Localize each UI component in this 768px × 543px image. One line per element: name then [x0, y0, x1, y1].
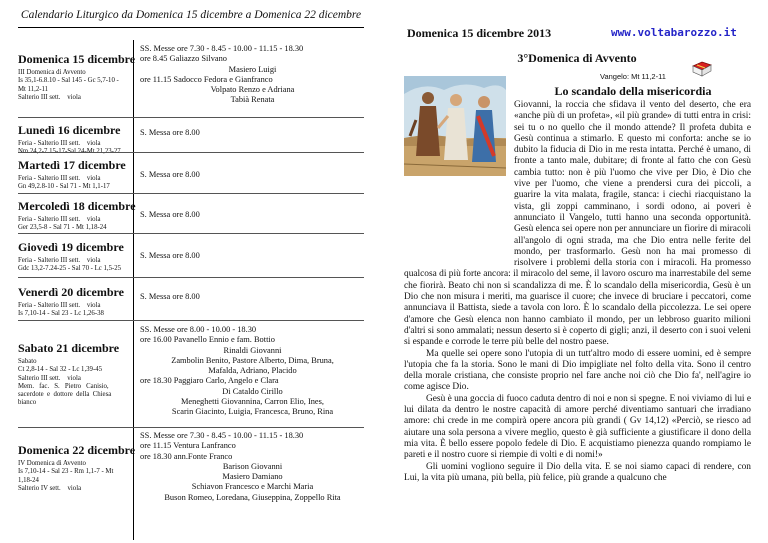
mass-line: ore 11.15 Ventura Lanfranco — [140, 441, 236, 451]
day-entry — [18, 158, 132, 192]
liturgy-line: Ger 23,5-8 - Sal 71 - Mt 1,18-24 — [18, 224, 107, 232]
mass-line: Meneghetti Giovannina, Carron Elio, Ines, — [180, 397, 325, 407]
mass-line: SS. Messe ore 8.00 - 10.00 - 18.30 — [140, 325, 257, 334]
mass-line: Buson Romeo, Loredana, Giuseppina, Zoppello Rita — [164, 492, 341, 502]
liturgy-line: Feria - Salterio III sett. viola — [18, 302, 101, 309]
day-liturgy-info — [18, 358, 132, 408]
mass-schedule — [140, 251, 365, 261]
liturgy-line: Feria - Salterio III sett. viola — [18, 175, 101, 182]
day-entry — [18, 285, 132, 319]
mass-schedule — [140, 210, 365, 220]
day-liturgy-info — [18, 460, 132, 493]
liturgy-line: Is 35,1-6.8.10 - Sal 145 - Gc 5,7-10 - — [18, 77, 119, 85]
liturgy-line: IV Domenica di Avvento — [18, 460, 86, 467]
day-separator — [18, 193, 364, 194]
day-entry — [18, 240, 132, 274]
bible-book-icon — [691, 60, 713, 78]
day-entry — [18, 52, 136, 102]
day-name: Domenica 15 dicembre — [18, 52, 136, 66]
mass-schedule — [140, 170, 365, 180]
day-separator — [18, 427, 364, 428]
liturgy-line: Mem. fac. S. Pietro Canisio, — [18, 382, 109, 390]
article-paragraph: Ma quelle sei opere sono l'utopia di un tutt'altro modo di essere uomini, ed è sempre l'utopia che fa la storia. Sono le mani di Dio impigliate nel folto della vita. Sono il centro della morale cristiana, che consiste proprio nel fare anche noi ciò che Dio fa', nell'agire io come agisce Dio. — [404, 348, 751, 393]
liturgy-line: Is 7,10-14 - Sal 23 - Rm 1,1-7 - Mt — [18, 468, 114, 476]
liturgy-line: Gn 49,2.8-10 - Sal 71 - Mt 1,1-17 — [18, 183, 110, 191]
mass-line: Mafalda, Adriano, Placido — [208, 366, 297, 376]
day-separator — [18, 320, 364, 321]
liturgy-line: bianco — [18, 399, 37, 407]
mass-line: Masiero Luigi — [228, 64, 277, 74]
liturgy-line: 1,18-24 — [18, 476, 39, 484]
mass-line: S. Messa ore 8.00 — [140, 170, 200, 179]
mass-line: Masiero Damiano — [222, 472, 283, 482]
website-link[interactable]: www.voltabarozzo.it — [611, 26, 737, 39]
mass-line: S. Messa ore 8.00 — [140, 210, 200, 219]
article-paragraph: Gli uomini vogliono seguire il Dio della vita. E se noi siamo capaci di rendere, con Lui, la vita più umana, più bella, più felice, più grande a qualcuno che — [404, 461, 751, 483]
liturgy-line: Salterio III sett. viola — [18, 374, 81, 382]
mass-line: S. Messa ore 8.00 — [140, 128, 200, 137]
day-entry — [18, 199, 136, 233]
article-heading: Lo scandalo della misericordia — [554, 84, 712, 98]
day-liturgy-info — [18, 69, 132, 102]
day-liturgy-info — [18, 257, 132, 274]
liturgy-line: Nm 24,2-7.15-17-Sal 24-Mt 21,23-27 — [18, 148, 121, 156]
mass-line: ore 18.30 Paggiaro Carlo, Angelo e Clara — [140, 376, 279, 386]
mass-line: SS. Messe ore 7.30 - 8.45 - 10.00 - 11.15 - 18.30 — [140, 44, 304, 53]
mass-line: S. Messa ore 8.00 — [140, 292, 200, 301]
header-divider — [18, 27, 364, 28]
day-name: Sabato 21 dicembre — [18, 341, 120, 355]
mass-line: Scarin Giacinto, Luigia, Francesca, Bruno, Rina — [171, 407, 334, 417]
liturgy-line: Ct 2,8-14 - Sal 32 - Lc 1,39-45 — [18, 366, 103, 374]
day-name: Venerdì 20 dicembre — [18, 285, 124, 299]
day-separator — [18, 277, 364, 278]
mass-line: ore 16.00 Pavanello Ennio e fam. Bottio — [140, 335, 275, 345]
liturgy-line: Feria - Salterio III sett. viola — [18, 257, 101, 264]
bulletin-date: Domenica 15 dicembre 2013 — [407, 26, 552, 40]
day-name: Giovedì 19 dicembre — [18, 240, 124, 254]
article-paragraph: Gesù è una goccia di fuoco caduta dentro di noi e non si spegne. E noi viviamo di lui e lui dilata da dentro le nostre capacità di amore perché diventiamo santuari che irradiano amore: chi crede in me compirà opere ancora più grandi ( Gv 14,12) «Perciò, se riesco ad aiutare una sola persona a vivere meglio, questo è già sufficiente a giustificare il dono della mia vita. È bello essere popolo fedele di Dio. E acquistiamo pienezza quando rompiamo le pareti e il nostro cuore si riempie di volti e di nomi!» — [404, 393, 751, 461]
mass-schedule — [140, 325, 365, 418]
liturgy-line: Sabato — [18, 358, 37, 365]
article-paragraph: Giovanni, la roccia che sfidava il vento del deserto, che era «anche più di un profeta», «il più grande» di tutti entra in crisi: sei tu o no quello che il mondo attende? Il profeta dubita e Gesù continua a stimarlo. E questo mi conforta: anche se io dubito la fiducia di Dio in me resta intatta. Perché è umano, di fronte a tanto male, dubitare; di fronte al fatto che con Gesù cambia tutto: non è più l'uomo che vive per Dio, è Dio che vive per l'uomo, che viene a prendersi cura dei piccoli, a guarire la vita malata, fragile, stanca: i ciechi riacquistano la vista, gli zoppi camminano, i sordi odono, ai poveri è annunciato il Vangelo, tutti hanno una seconda opportunità. Gesù elenca sei opere non per annunciare un fiorire di miracoli all'angolo di ogni strada, ma che Dio entra nelle ferite del mondo, per trasformarlo. Gesù non ha mai promesso di risolvere i problemi della storia con i miracoli. Ha promesso qualcosa di più forte ancora: il miracolo del seme, il lavoro oscuro ma inarrestabile del seme che fiorirà. Beato chi non si scandalizza di me. È lo scandalo della misericordia, Gesù è un Dio che non misura i meriti, ma guarisce il cuore; che invece di bruciare i peccatori, come annunciava il Battista, siede a tavola con loro. È lo scandalo della piccolezza. Le sei opere d'amore che Gesù elenca non hanno cambiato il mondo, per un lebbroso guarito milioni d'altri si sono ammalati; nessun deserto si è coperto di gigli; anzi, il deserto con i suoi veleni si espande e corrode le terre più belle del nostro paese. — [404, 100, 751, 348]
gospel-reference: Vangelo: Mt 11,2-11 — [600, 72, 666, 81]
mass-line: Barison Giovanni — [222, 461, 283, 471]
liturgy-line: Feria - Salterio III sett. viola — [18, 140, 101, 147]
day-name: Lunedì 16 dicembre — [18, 123, 121, 137]
column-divider — [133, 40, 134, 540]
mass-schedule — [140, 431, 365, 503]
day-name: Mercoledì 18 dicembre — [18, 199, 136, 213]
mass-line: Rinaldi Giovanni — [223, 345, 282, 355]
liturgy-line: Feria - Salterio III sett. viola — [18, 216, 101, 223]
day-name: Martedì 17 dicembre — [18, 158, 126, 172]
liturgy-line: Mt 11,2-11 — [18, 85, 49, 93]
mass-schedule — [140, 128, 365, 138]
day-liturgy-info — [18, 140, 132, 157]
mass-line: Di Cataldo Cirillo — [222, 386, 283, 396]
mass-line: ore 11.15 Sadocco Fedora e Gianfranco — [140, 74, 273, 84]
liturgy-line: Salterio III sett. viola — [18, 93, 81, 101]
liturgy-line: Is 7,10-14 - Sal 23 - Lc 1,26-38 — [18, 310, 104, 318]
mass-line: ore 8.45 Galiazzo Silvano — [140, 54, 227, 64]
day-entry — [18, 341, 132, 408]
article-body — [404, 100, 751, 484]
sunday-title: 3°Domenica di Avvento — [517, 51, 637, 65]
mass-line: ore 18.30 ann.Fonte Franco — [140, 451, 233, 461]
mass-line: Zambolin Benito, Pastore Alberto, Dima, Bruna, — [171, 355, 334, 365]
liturgy-line: Gdc 13,2-7.24-25 - Sal 70 - Lc 1,5-25 — [18, 265, 122, 273]
day-liturgy-info — [18, 216, 132, 233]
calendar-header: Calendario Liturgico da Domenica 15 dicembre a Domenica 22 dicembre — [20, 9, 362, 21]
day-separator — [18, 152, 364, 153]
liturgy-line: sacerdote e dottore della Chiesa — [18, 391, 112, 399]
mass-line: S. Messa ore 8.00 — [140, 251, 200, 260]
day-liturgy-info — [18, 175, 132, 192]
liturgy-line: III Domenica di Avvento — [18, 69, 86, 76]
mass-schedule — [140, 292, 365, 302]
mass-line: SS. Messe ore 7.30 - 8.45 - 10.00 - 11.15 - 18.30 — [140, 431, 304, 440]
mass-line: Schiavon Francesco e Marchi Maria — [191, 482, 314, 492]
day-name: Domenica 22 dicembre — [18, 443, 136, 457]
mass-line: Volpato Renzo e Adriana — [210, 85, 295, 95]
day-liturgy-info — [18, 302, 132, 319]
liturgy-line: Salterio IV sett. viola — [18, 484, 82, 492]
mass-schedule — [140, 44, 365, 106]
day-separator — [18, 117, 364, 118]
day-separator — [18, 233, 364, 234]
mass-line: Tabià Renata — [230, 95, 275, 105]
day-entry — [18, 443, 136, 493]
